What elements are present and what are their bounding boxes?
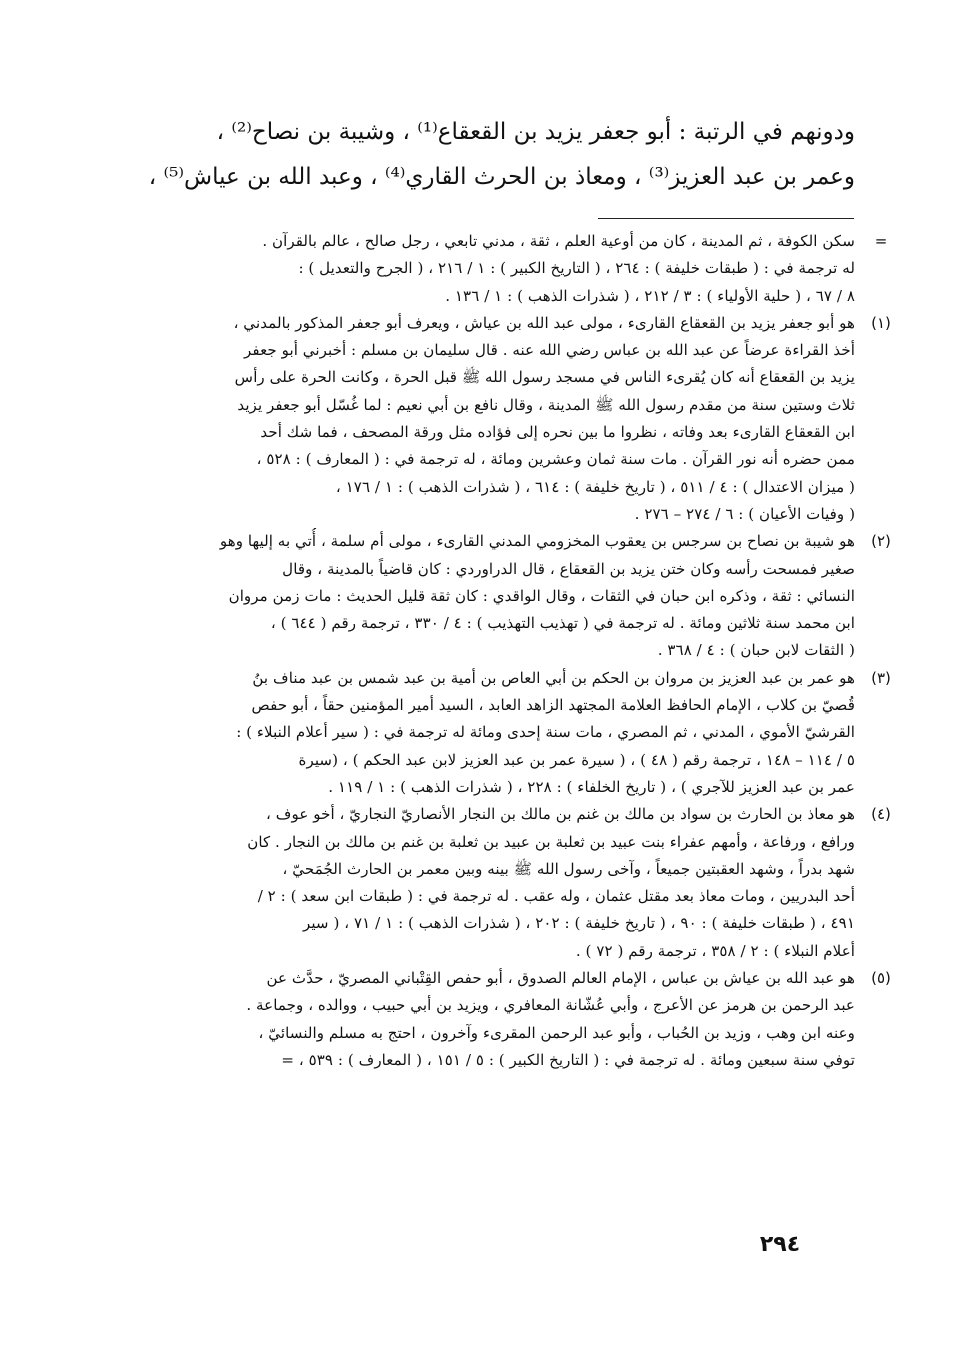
footnote-line: قُصيّ بن كلاب ، الإمام الحافظ العلامة المجتهد الزاهد العابد ، السيد أمير المؤمنين حقاً ، أبو حفص [251,696,855,715]
footnote-line: سكن الكوفة ، ثم المدينة ، كان من أوعية العلم ، ثقة ، مدني تابعي ، رجل صالح ، عالم بالقرآن . [262,232,855,250]
footnote-2 [120,528,891,664]
main-text-line: وعمر بن عبد العزيز⁽³⁾ ، ومعاذ بن الحرث القاري⁽⁴⁾ ، وعبد الله بن عياش⁽⁵⁾ ، [148,164,855,190]
footnote-3 [120,665,891,801]
footnote-line: ( وفيات الأعيان ) : ٦ / ٢٧٤ – ٢٧٦ . [634,504,855,523]
footnote-line: عبد الرحمن بن هرمز عن الأعرج ، وأبي عُشّانة المعافري ، ويزيد بن أبي حبيب ، ووالده ، وجماعة . [246,996,855,1015]
footnote-line: له ترجمة في : ( طبقات خليفة ) : ٢٦٤ ، ( التاريخ الكبير ) : ١ / ٢١٦ ، ( الجرح والتعديل ) : [298,259,855,278]
footnote-line: شهد بدراً ، وشهد العقبتين جميعاً ، وآخى رسول الله ﷺ بينه وبين معمر بن الحارث الجُمَحيّ ، [282,859,855,878]
footnote-line: ابن القعقاع القارىء بعد وفاته ، نظروا ما بين نحره إلى فؤاده مثل ورقة المصحف ، فما شك أحد [260,423,855,442]
footnote-line: النسائي : ثقة ، وذكره ابن حبان في الثقات ، وقال الواقدي : كان ثقة قليل الحديث : مات زمن مروان [228,586,855,605]
footnote-line: ممن حضره أنه نور القرآن . مات سنة ثمان وعشرين ومائة ، له ترجمة في : ( المعارف ) : ٥٢٨ ، [256,450,855,469]
footnote-line: عمر بن عبد العزيز للآجري ) ، ( تاريخ الخلفاء ) : ٢٢٨ ، ( شذرات الذهب ) : ١ / ١١٩ . [328,777,855,796]
footnote-marker: = [874,232,888,250]
main-text [120,110,855,200]
footnote-line: ( الثقات لابن حبان ) : ٤ / ٣٦٨ . [657,641,855,660]
footnote-1 [120,310,891,528]
footnote-line: أحد البدريين ، ومات معاذ بعد مقتل عثمان ، وله عقب . له ترجمة في : ( طبقات ابن سعد ) : ٢ / [257,887,855,906]
footnote-line: هو عبد الله بن عياش بن عباس ، الإمام العالم الصدوق ، أبو حفص القِتْباني المصريّ ، حدَّث عن [266,969,855,988]
footnote-marker: (٣) [871,668,891,687]
footnote-5 [120,965,891,1074]
footnote-4 [120,801,891,965]
page-number: ٢٩٤ [759,1232,801,1257]
footnote-marker: (٤) [871,805,891,824]
footnote-line: ٤٩١ ، ( طبقات خليفة ) : ٩٠ ، ( تاريخ خليفة ) : ٢٠٢ ، ( شذرات الذهب ) : ١ / ٧١ ، ( سير [302,914,855,933]
footnote-marker: (٢) [871,532,891,551]
footnote-marker: (١) [871,313,891,332]
footnote-line: ٨ / ٦٧ ، ( حلية الأولياء ) : ٣ / ٢١٢ ، ( شذرات الذهب ) : ١ / ١٣٦ . [445,286,855,305]
footnote-line: هو معاذ بن الحارث بن سواد بن مالك بن غنم بن مالك بن النجار الأنصاريّ النجاريّ ، أخو عوف ، [266,805,855,824]
footnote-line: هو شيبة بن نصاح بن سرجس بن يعقوب المخزومي المدني القارىء ، مولى أم سلمة ، أُتي به إليها وهو [219,532,855,551]
footnote-line: أعلام النبلاء ) : ٢ / ٣٥٨ ، ترجمة رقم ( ٧٢ ) . [575,941,855,960]
footnote-line: صغير فمسحت رأسه وكان ختن يزيد بن القعقاع ، قال الدراوردي : كان قاضياً بالمدينة ، وقال [282,559,855,578]
footnote-separator [598,218,854,219]
footnote-line: وعنه ابن وهب ، وزيد بن الحُباب ، وأبو عبد الرحمن المقرىء وآخرون ، احتج به مسلم والنسائيّ ، [258,1023,855,1042]
footnote-line: يزيد بن القعقاع أنه كان يُقرىء الناس في مسجد رسول الله ﷺ قبل الحرة ، وكانت الحرة على رأس [234,368,855,387]
footnote-line: القرشيّ الأموي ، المدني ، ثم المصري ، مات سنة إحدى ومائة له ترجمة في : ( سير أعلام النبلاء ) : [236,723,855,742]
main-text-line: ودونهم في الرتبة : أبو جعفر يزيد بن القعقاع⁽¹⁾ ، وشيبة بن نصاح⁽²⁾ ، [216,119,855,145]
footnote-line: ورافع ، ورفاعة ، وأمهم عفراء بنت عبيد بن ثعلبة بن عبيد بن ثعلبة بن غنم بن مالك بن النجار . كان [247,832,855,851]
footnote-marker: (٥) [871,969,891,988]
footnote-line: هو عمر بن عبد العزيز بن مروان بن الحكم بن أبي العاص بن أمية بن عبد شمس بن عبد مناف بنُ [252,668,855,687]
footnote-continuation [120,228,888,310]
footnote-line: هو أبو جعفر يزيد بن القعقاع القارىء ، مولى عبد الله بن عياش ، ويعرف أبو جعفر المذكور بالمدني ، [233,313,855,332]
footnote-line: توفي سنة سبعين ومائة . له ترجمة في : ( التاريخ الكبير ) : ٥ / ١٥١ ، ( المعارف ) : ٥٣٩ ، = [281,1050,855,1069]
footnotes [120,228,891,1074]
footnote-line: ٥ / ١١٤ – ١٤٨ ، ترجمة رقم ( ٤٨ ) ، ( سيرة عمر بن عبد العزيز لابن عبد الحكم ) ، (سيرة [298,750,855,769]
footnote-line: ( ميزان الاعتدال ) : ٤ / ٥١١ ، ( تاريخ خليفة ) : ٦١٤ ، ( شذرات الذهب ) : ١ / ١٧٦ ، [335,477,855,496]
footnote-line: ابن محمد سنة ثلاثين ومائة . له ترجمة في ( تهذيب التهذيب ) : ٤ / ٣٣٠ ، ترجمة رقم ( ٦٤٤ ) ، [270,614,855,633]
footnote-line: ثلاث وستين سنة من مقدم رسول الله ﷺ المدينة ، وقال نافع بن أبي نعيم : لما غُسّل أبو جعفر يزيد [237,395,855,414]
footnote-line: أخذ القراءة عرضاً عن عبد الله بن عباس رضي الله عنه . قال سليمان بن مسلم : أخبرني أبو جعفر [244,341,855,360]
